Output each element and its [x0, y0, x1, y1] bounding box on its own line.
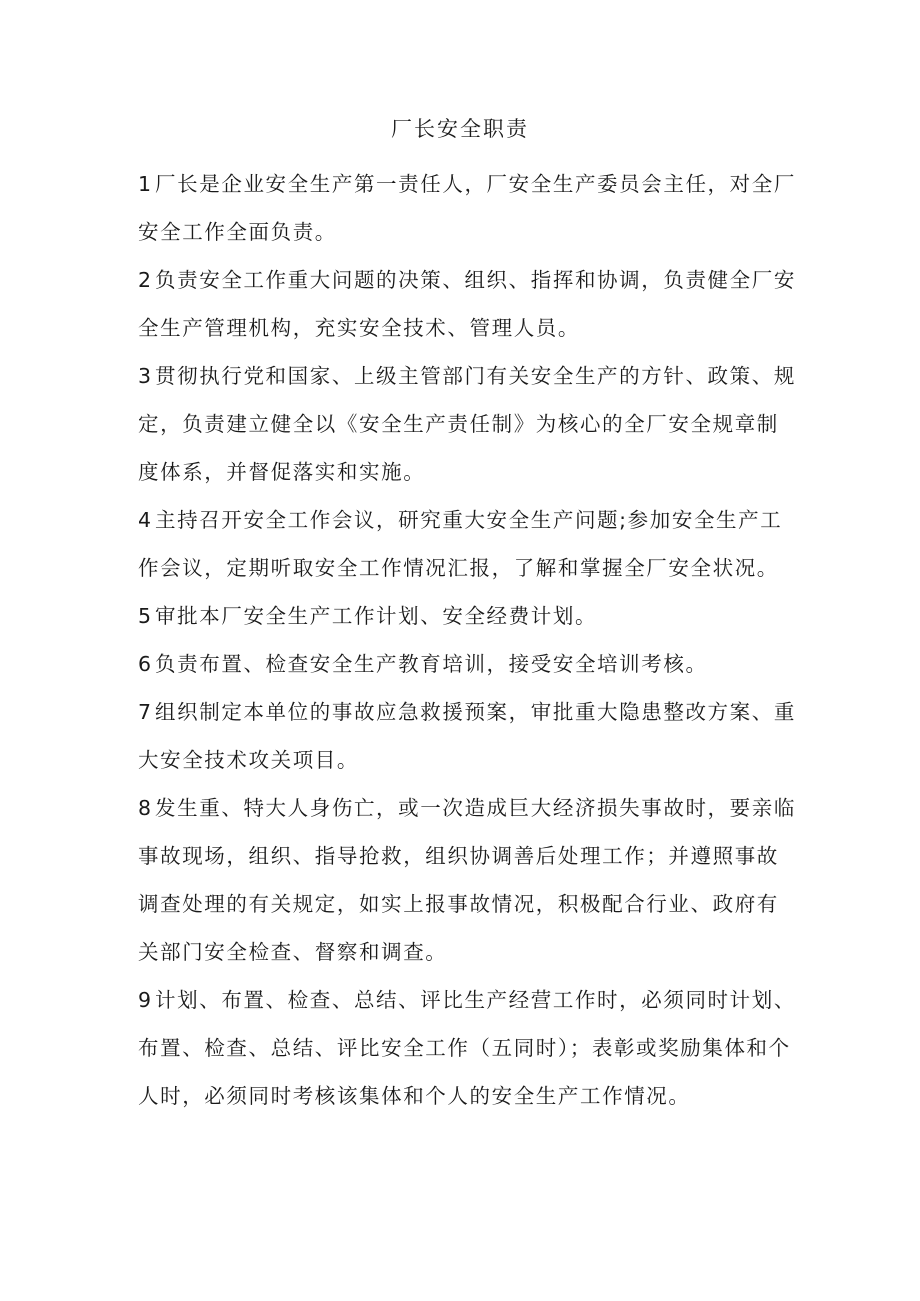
clause-1 [138, 160, 798, 256]
clause-number: 4 [138, 508, 152, 532]
clause-text: 发生重、特大人身伤亡，或一次造成巨大经济损失事故时，要亲临事故现场，组织、指导抢救，组织协调善后处理工作；并遵照事故调查处理的有关规定，如实上报事故情况，积极配合行业、政府有关部门安全检查、督察和调查。 [138, 796, 796, 964]
clause-9 [138, 976, 798, 1120]
clause-text: 贯彻执行党和国家、上级主管部门有关安全生产的方针、政策、规定，负责建立健全以《安全生产责任制》为核心的全厂安全规章制度体系，并督促落实和实施。 [138, 364, 796, 484]
document-title: 厂长安全职责 [391, 117, 529, 141]
clause-list [138, 160, 798, 1120]
clause-text: 厂长是企业安全生产第一责任人，厂安全生产委员会主任，对全厂安全工作全面负责。 [138, 172, 796, 244]
clause-number: 3 [138, 364, 152, 388]
clause-2 [138, 256, 798, 352]
clause-3 [138, 352, 798, 496]
clause-text: 组织制定本单位的事故应急救援预案，审批重大隐患整改方案、重大安全技术攻关项目。 [138, 700, 796, 772]
clause-text: 审批本厂安全生产工作计划、安全经费计划。 [155, 604, 598, 628]
clause-7 [138, 688, 798, 784]
clause-number: 1 [138, 172, 152, 196]
clause-number: 9 [138, 988, 152, 1012]
clause-text: 计划、布置、检查、总结、评比生产经营工作时，必须同时计划、布置、检查、总结、评比安全工作（五同时）；表彰或奖励集体和个人时，必须同时考核该集体和个人的安全生产工作情况。 [138, 988, 796, 1108]
clause-number: 5 [138, 604, 152, 628]
clause-text: 负责布置、检查安全生产教育培训，接受安全培训考核。 [155, 652, 708, 676]
clause-number: 7 [138, 700, 152, 724]
clause-number: 8 [138, 796, 152, 820]
clause-6 [138, 640, 798, 688]
clause-text: 主持召开安全工作会议，研究重大安全生产问题;参加安全生产工作会议，定期听取安全工作情况汇报，了解和掌握全厂安全状况。 [138, 508, 783, 580]
clause-4 [138, 496, 798, 592]
clause-text: 负责安全工作重大问题的决策、组织、指挥和协调，负责健全厂安全生产管理机构，充实安全技术、管理人员。 [138, 268, 796, 340]
clause-8 [138, 784, 798, 976]
clause-number: 2 [138, 268, 152, 292]
clause-5 [138, 592, 798, 640]
clause-number: 6 [138, 652, 152, 676]
